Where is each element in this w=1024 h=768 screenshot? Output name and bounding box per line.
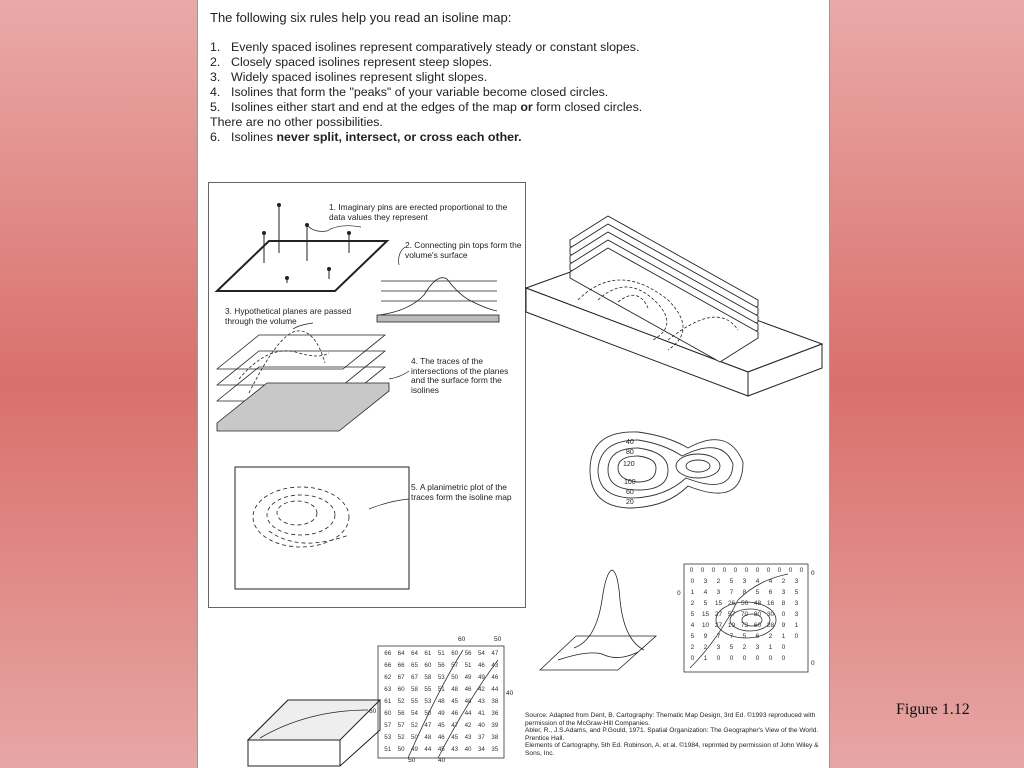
grid-cell: 0 — [716, 655, 721, 662]
grid-cell: 27 — [714, 611, 723, 618]
grid-cell: 58 — [411, 686, 418, 693]
grid-cell: 2 — [703, 644, 708, 651]
grid-cell: 0 — [755, 655, 760, 662]
grid-cell: 38 — [491, 734, 499, 741]
grid-row — [381, 684, 502, 696]
grid-cell: 0 — [690, 578, 695, 585]
grid-cell: 1 — [794, 622, 799, 629]
grid-cell: 4 — [768, 578, 773, 585]
grid-cell: 43 — [451, 746, 459, 753]
grid-cell: 56 — [397, 710, 405, 717]
grid-cell — [790, 642, 803, 653]
step-5-note: 5. A planimetric plot of the traces form the isoline map — [411, 482, 512, 502]
grid-cell: 39 — [491, 722, 499, 729]
grid-cell: 8 — [742, 589, 747, 596]
grid-cell: 3 — [781, 589, 786, 596]
grid-cell: 5 — [755, 589, 760, 596]
grid-cell: 5 — [690, 611, 695, 618]
grid-row — [686, 565, 807, 576]
grid-cell: 47 — [424, 722, 432, 729]
grid-cell: 64 — [397, 650, 405, 657]
grid-cell: 45 — [437, 746, 445, 753]
grid-cell: 4 — [755, 578, 760, 585]
grid-cell: 67 — [397, 674, 405, 681]
rule-number: 4. — [210, 85, 221, 99]
grid-cell: 19 — [727, 622, 736, 629]
grid-bottom-label: 40 — [438, 757, 446, 764]
grid-cell: 49 — [477, 674, 485, 681]
grid-cell: 16 — [766, 600, 775, 607]
rule-number: 1. — [210, 40, 221, 54]
grid-cell: 7 — [729, 589, 734, 596]
grid-cell: 1 — [768, 644, 773, 651]
grid-cell: 48 — [451, 686, 459, 693]
grid-cell: 0 — [781, 611, 786, 618]
grid-cell: 56 — [740, 600, 749, 607]
grid-cell: 15 — [714, 600, 723, 607]
step-4-note: 4. The traces of the intersections of the planes and the surface form the isolines — [411, 356, 509, 395]
grid-cell: 2 — [716, 578, 721, 585]
grid-top-label: 60 — [458, 636, 466, 643]
rule-number: 2. — [210, 55, 221, 69]
grid-cell: 30 — [766, 611, 775, 618]
grid-cell: 5 — [794, 589, 799, 596]
grid-cell: 10 — [701, 622, 710, 629]
grid-cell: 0 — [788, 567, 793, 574]
grid-cell: 46 — [477, 662, 485, 669]
rule-text: Isolines that form the "peaks" of your variable become closed circles. — [231, 85, 609, 99]
grid-cell: 57 — [451, 662, 459, 669]
grid-cell: 4 — [690, 622, 695, 629]
contour-label: 120 — [623, 461, 635, 468]
grid-cell: 56 — [464, 650, 472, 657]
grid-cell: 3 — [703, 578, 708, 585]
source-line: Elements of Cartography, 5th Ed. Robinson, A. et al. ©1984, reprinted by permission of John Wiley & Sons, Inc. — [525, 742, 819, 757]
grid-cell: 55 — [424, 686, 432, 693]
grid-cell: 44 — [464, 710, 472, 717]
grid-cell: 49 — [437, 710, 445, 717]
grid-cell: 46 — [491, 674, 499, 681]
grid-cell: 7 — [716, 633, 721, 640]
grid-cell: 2 — [690, 644, 695, 651]
grid-cell: 1 — [781, 633, 786, 640]
grid-cell: 65 — [411, 662, 418, 669]
grid-cell: 60 — [397, 686, 405, 693]
value-grid-right — [686, 565, 807, 664]
grid-cell: 38 — [491, 698, 499, 705]
source-line: Adapted from Dent, B. Cartography: Thematic Map Design, 3rd Ed. ©1993 reproduced with permission of the McGraw-Hill Companies. — [525, 712, 816, 727]
grid-cell: 34 — [477, 746, 485, 753]
rule-text: Evenly spaced isolines represent comparatively steady or constant slopes. — [231, 40, 640, 54]
grid-cell: 57 — [397, 722, 405, 729]
grid-cell: 0 — [690, 655, 695, 662]
grid-cell: 9 — [703, 633, 708, 640]
grid-cell: 50 — [451, 674, 459, 681]
grid-cell: 52 — [411, 722, 418, 729]
rule-text: Closely spaced isolines represent steep slopes. — [231, 55, 493, 69]
grid-cell: 58 — [424, 674, 432, 681]
grid-cell: 44 — [424, 746, 432, 753]
grid-row — [686, 631, 807, 642]
grid-cell: 2 — [742, 644, 747, 651]
rule-text-emphasis: never split, intersect, or cross each other. — [276, 130, 522, 144]
grid-cell: 51 — [437, 650, 445, 657]
grid-cell: 1 — [690, 589, 695, 596]
rule-text-part: Isolines — [231, 130, 274, 144]
rule-number: 6. — [210, 130, 221, 144]
grid-cell: 43 — [464, 734, 472, 741]
rule-text-part: Isolines either start and end at the edges of the map — [231, 100, 517, 114]
grid-row — [381, 672, 502, 684]
grid-cell: 53 — [424, 698, 432, 705]
grid-cell: 0 — [744, 567, 749, 574]
grid-cell: 50 — [411, 734, 418, 741]
grid-row — [381, 744, 502, 756]
grid-cell: 42 — [464, 722, 472, 729]
grid-edge-label: 0 — [811, 570, 815, 577]
grid-cell: 61 — [384, 698, 392, 705]
grid-cell: 0 — [755, 567, 760, 574]
grid-cell: 62 — [384, 674, 392, 681]
grid-cell: 80 — [753, 611, 762, 618]
contour-label: 40 — [626, 439, 634, 446]
grid-cell: 57 — [727, 611, 736, 618]
step-3-note: 3. Hypothetical planes are passed through the volume — [225, 306, 352, 326]
grid-cell: 47 — [491, 650, 499, 657]
grid-cell: 2 — [781, 578, 786, 585]
grid-edge-label: 0 — [677, 590, 681, 597]
grid-cell: 0 — [700, 567, 705, 574]
grid-cell: 0 — [689, 567, 694, 574]
figure-caption: Figure 1.12 — [896, 701, 970, 718]
grid-cell: 49 — [411, 746, 418, 753]
grid-cell: 43 — [491, 662, 499, 669]
grid-cell: 5 — [729, 644, 734, 651]
grid-cell: 66 — [397, 662, 405, 669]
grid-cell: 3 — [794, 611, 799, 618]
grid-cell: 28 — [766, 622, 775, 629]
grid-cell: 5 — [690, 633, 695, 640]
grid-cell: 60 — [424, 662, 432, 669]
grid-cell: 8 — [781, 600, 786, 607]
grid-cell: 67 — [411, 674, 418, 681]
grid-cell: 0 — [781, 655, 786, 662]
grid-cell: 0 — [722, 567, 727, 574]
grid-cell: 5 — [742, 633, 747, 640]
step-1-note: 1. Imaginary pins are erected proportional to the data values they represent — [329, 202, 508, 222]
grid-cell: 70 — [740, 611, 749, 618]
grid-cell: 3 — [716, 644, 721, 651]
grid-cell: 0 — [733, 567, 738, 574]
grid-cell: 56 — [437, 662, 445, 669]
grid-cell: 3 — [716, 589, 721, 596]
grid-cell: 3 — [755, 644, 760, 651]
rule-text: Widely spaced isolines represent slight slopes. — [231, 70, 488, 84]
grid-row — [686, 609, 807, 620]
grid-cell: 37 — [477, 734, 485, 741]
contour-label: 80 — [626, 449, 634, 456]
grid-cell: 9 — [781, 622, 786, 629]
grid-row — [381, 708, 502, 720]
grid-cell: 0 — [768, 655, 773, 662]
grid-row — [686, 653, 807, 664]
grid-cell: 48 — [464, 698, 472, 705]
grid-cell: 45 — [437, 722, 445, 729]
intro-heading: The following six rules help you read an isoline map: — [210, 10, 512, 25]
grid-cell: 48 — [424, 734, 432, 741]
grid-cell: 55 — [411, 698, 418, 705]
grid-cell: 52 — [397, 734, 405, 741]
grid-cell: 60 — [753, 622, 762, 629]
grid-cell: 5 — [729, 578, 734, 585]
grid-cell: 44 — [491, 686, 499, 693]
grid-cell: 26 — [727, 600, 736, 607]
grid-row — [686, 642, 807, 653]
grid-row — [381, 720, 502, 732]
grid-cell: 52 — [397, 698, 405, 705]
grid-cell: 3 — [794, 578, 799, 585]
grid-cell: 40 — [464, 746, 472, 753]
rule-text-part: form closed circles. — [536, 100, 643, 114]
grid-cell: 66 — [384, 662, 392, 669]
grid-cell: 51 — [384, 746, 392, 753]
grid-cell: 0 — [777, 567, 782, 574]
grid-cell: 47 — [451, 722, 459, 729]
value-grid-bottom — [381, 648, 502, 756]
grid-cell: 73 — [740, 622, 749, 629]
grid-cell: 57 — [384, 722, 392, 729]
contour-label: 100 — [624, 479, 636, 486]
grid-cell: 4 — [703, 589, 708, 596]
grid-row — [686, 598, 807, 609]
grid-row — [686, 587, 807, 598]
grid-cell: 0 — [781, 644, 786, 651]
grid-cell: 46 — [437, 734, 445, 741]
grid-edge-label: 0 — [811, 660, 815, 667]
grid-cell: 41 — [477, 710, 485, 717]
grid-cell: 3 — [794, 600, 799, 607]
grid-cell: 0 — [799, 567, 804, 574]
grid-cell — [790, 653, 803, 664]
grid-cell: 45 — [451, 698, 459, 705]
grid-cell: 63 — [384, 686, 392, 693]
grid-cell: 43 — [477, 698, 485, 705]
grid-cell: 3 — [742, 578, 747, 585]
grid-cell: 36 — [491, 710, 499, 717]
grid-row — [381, 732, 502, 744]
grid-cell: 0 — [711, 567, 716, 574]
document-page — [197, 0, 830, 768]
grid-cell: 49 — [464, 674, 472, 681]
grid-right-label: 40 — [506, 690, 514, 697]
grid-top-label: 50 — [494, 636, 502, 643]
grid-cell: 40 — [477, 722, 485, 729]
grid-cell: 61 — [424, 650, 432, 657]
grid-cell: 0 — [742, 655, 747, 662]
grid-cell: 15 — [701, 611, 710, 618]
grid-cell: 1 — [703, 655, 708, 662]
grid-cell: 6 — [768, 589, 773, 596]
rule-text-emphasis: or — [520, 100, 533, 114]
grid-bottom-label: 50 — [408, 757, 416, 764]
grid-cell: 51 — [464, 662, 472, 669]
contour-label: 60 — [626, 489, 634, 496]
rule-5-continuation: There are no other possibilities. — [210, 115, 383, 129]
grid-cell: 5 — [703, 600, 708, 607]
grid-cell: 54 — [411, 710, 418, 717]
step-2-note: 2. Connecting pin tops form the volume's surface — [405, 240, 522, 260]
grid-cell: 6 — [755, 633, 760, 640]
grid-row — [381, 660, 502, 672]
grid-cell: 54 — [477, 650, 485, 657]
source-prefix: Source: — [525, 712, 548, 719]
rule-number: 3. — [210, 70, 221, 84]
grid-cell: 45 — [451, 734, 459, 741]
grid-row — [381, 696, 502, 708]
grid-cell: 0 — [794, 633, 799, 640]
rule-number: 5. — [210, 100, 221, 114]
grid-cell: 46 — [464, 686, 472, 693]
grid-cell: 48 — [753, 600, 762, 607]
grid-row — [381, 648, 502, 660]
grid-row — [686, 576, 807, 587]
grid-cell: 60 — [384, 710, 392, 717]
grid-cell: 2 — [768, 633, 773, 640]
grid-cell: 46 — [451, 710, 459, 717]
grid-cell: 0 — [766, 567, 771, 574]
grid-cell: 42 — [477, 686, 485, 693]
grid-cell: 50 — [397, 746, 405, 753]
grid-cell: 35 — [491, 746, 499, 753]
grid-cell: 0 — [729, 655, 734, 662]
grid-cell: 60 — [451, 650, 459, 657]
grid-cell: 27 — [714, 622, 723, 629]
source-citation — [525, 712, 827, 758]
grid-left-label: 60 — [369, 708, 377, 715]
grid-row — [686, 620, 807, 631]
grid-cell: 48 — [437, 698, 445, 705]
contour-label: 20 — [626, 499, 634, 506]
source-line: Abler, R., J.S.Adams, and P.Gould, 1971. Spatial Organization: The Geographer's View of the World. Prentice Hall. — [525, 727, 819, 742]
grid-cell: 7 — [729, 633, 734, 640]
grid-cell: 51 — [437, 686, 445, 693]
grid-cell: 50 — [424, 710, 432, 717]
grid-cell: 66 — [384, 650, 392, 657]
grid-cell: 64 — [411, 650, 418, 657]
grid-cell: 2 — [690, 600, 695, 607]
grid-cell: 53 — [437, 674, 445, 681]
grid-cell: 53 — [384, 734, 392, 741]
